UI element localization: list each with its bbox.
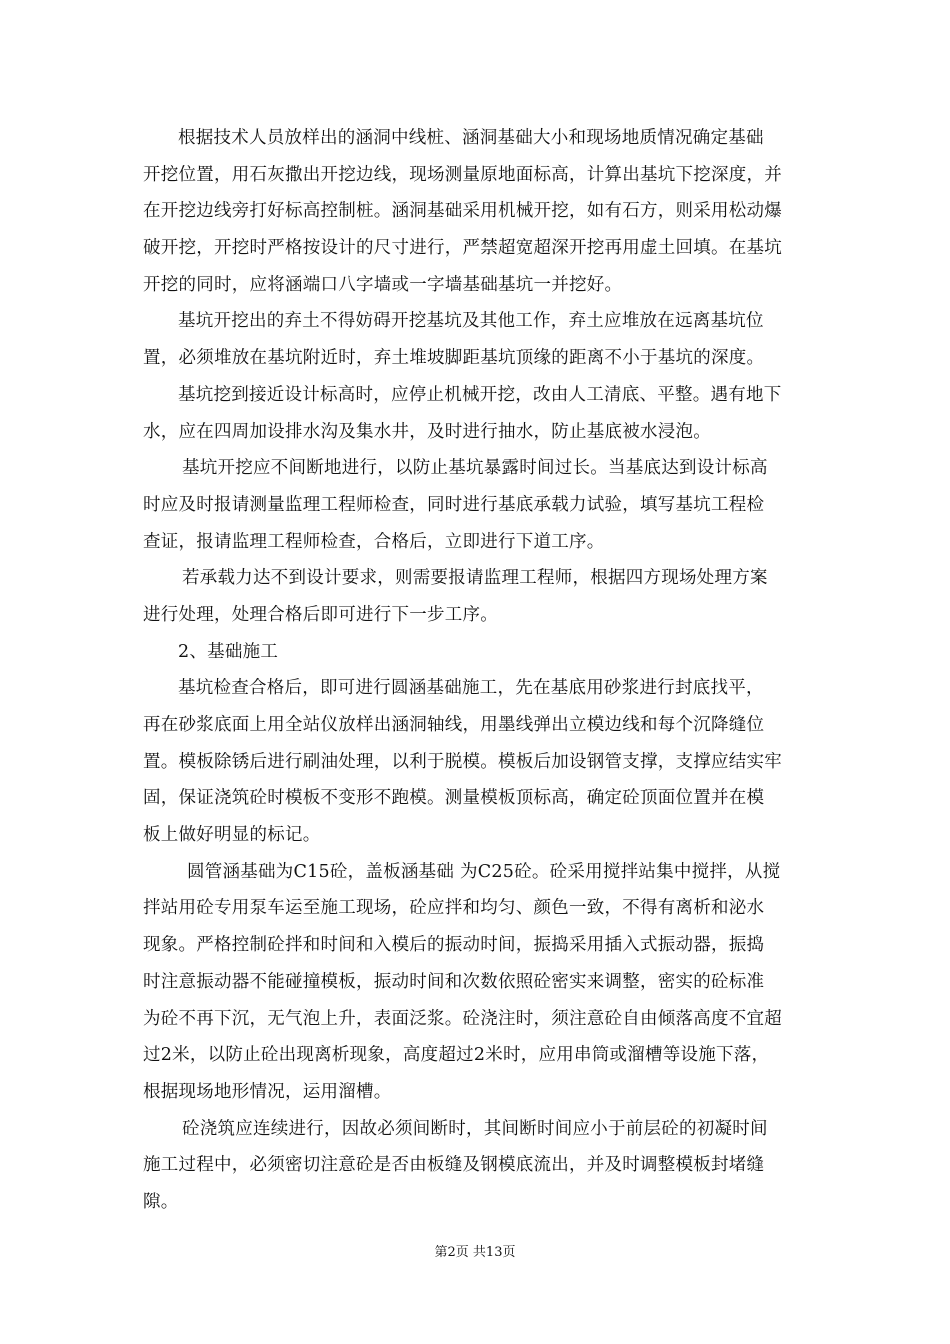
text-line: 砼浇筑应连续进行，因故必须间断时，其间断时间应小于前层砼的初凝时间 [182,1118,768,1139]
text-line: 为砼不再下沉，无气泡上升，表面泛浆。砼浇注时，须注意砼自由倾落高度不宜超 [143,1008,782,1029]
text-line: 根据技术人员放样出的涵洞中线桩、涵洞基础大小和现场地质情况确定基础 [178,128,764,148]
text-line: 在开挖边线旁打好标高控制桩。涵洞基础采用机械开挖，如有石方，则采用松动爆 [143,201,782,222]
text-line: 现象。严格控制砼拌和时间和入模后的振动时间，振捣采用插入式振动器，振捣 [143,935,765,956]
text-line: 时注意振动器不能碰撞模板，振动时间和次数依照砼密实来调整，密实的砼标准 [143,971,765,992]
text-line: 若承载力达不到设计要求，则需要报请监理工程师，根据四方现场处理方案 [182,568,768,589]
text-line: 基坑开挖出的弃土不得妨碍开挖基坑及其他工作，弃土应堆放在远离基坑位 [178,311,764,332]
text-line: 开挖的同时，应将涵端口八字墙或一字墙基础基坑一并挖好。 [143,274,623,295]
text-line: 固，保证浇筑砼时模板不变形不跑模。测量模板顶标高，确定砼顶面位置并在模 [143,788,765,809]
text-line: 基坑检查合格后，即可进行圆涵基础施工，先在基底用砂浆进行封底找平， [178,678,764,699]
text-line: 根据现场地形情况，运用溜槽。 [143,1081,392,1102]
text-line: 板上做好明显的标记。 [143,825,321,846]
text-line: 时应及时报请测量监理工程师检查，同时进行基底承载力试验，填写基坑工程检 [143,494,765,515]
text-line: 水，应在四周加设排水沟及集水井，及时进行抽水，防止基底被水浸泡。 [143,421,711,442]
text-line: 置。模板除锈后进行刷油处理，以利于脱模。模板后加设钢管支撑，支撑应结实牢 [143,751,782,772]
text-line: 隙。 [143,1191,179,1212]
text-line: 基坑开挖应不间断地进行，以防止基坑暴露时间过长。当基底达到设计标高 [182,458,768,479]
text-line: 施工过程中，必须密切注意砼是否由板缝及钢模底流出，并及时调整模板封堵缝 [143,1155,765,1176]
text-line: 开挖位置，用石灰撒出开挖边线，现场测量原地面标高，计算出基坑下挖深度，并 [143,164,782,185]
text-line: 过2米，以防止砼出现离析现象，高度超过2米时，应用串筒或溜槽等设施下落， [143,1045,770,1066]
text-line: 拌站用砼专用泵车运至施工现场，砼应拌和均匀、颜色一致，不得有离析和泌水 [143,898,765,919]
text-line: 基坑挖到接近设计标高时，应停止机械开挖，改由人工清底、平整。遇有地下 [178,384,782,405]
page-footer: 第2页 共13页 [434,1245,516,1260]
text-line: 查证，报请监理工程师检查，合格后，立即进行下道工序。 [143,531,605,552]
text-line: 破开挖，开挖时严格按设计的尺寸进行，严禁超宽超深开挖再用虚土回填。在基坑 [143,238,782,259]
document-body [143,120,808,1221]
text-line: 再在砂浆底面上用全站仪放样出涵洞轴线，用墨线弹出立模边线和每个沉降缝位 [143,715,765,735]
text-line: 圆管涵基础为C15砼，盖板涵基础 为C25砼。砼采用搅拌站集中搅拌，从搅 [187,861,781,882]
text-line: 进行处理，处理合格后即可进行下一步工序。 [143,604,498,625]
text-line: 置，必须堆放在基坑附近时，弃土堆坡脚距基坑顶缘的距离不小于基坑的深度。 [143,348,765,369]
section-heading: 2、基础施工 [178,641,279,662]
